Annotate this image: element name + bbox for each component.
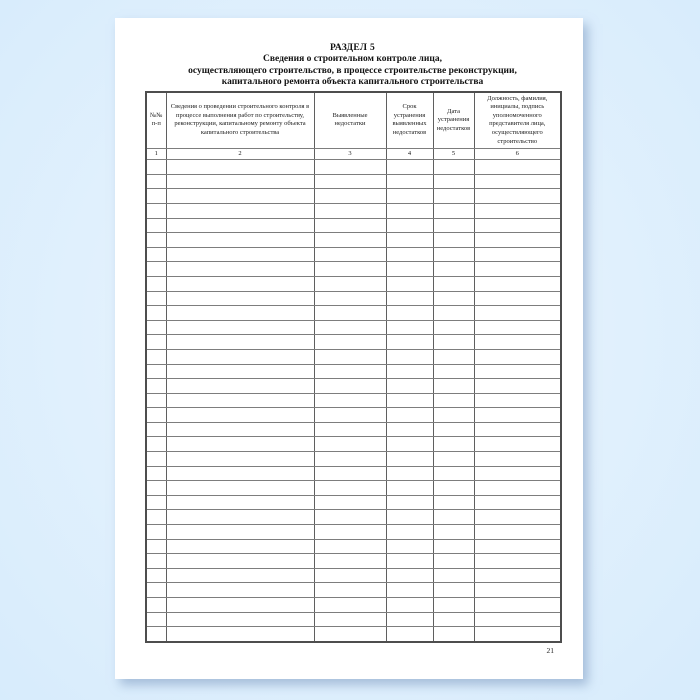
empty-cell	[433, 539, 474, 554]
empty-cell	[166, 612, 314, 627]
table-row	[146, 437, 561, 452]
empty-cell	[314, 320, 386, 335]
empty-cell	[433, 583, 474, 598]
empty-cell	[433, 174, 474, 189]
table-row	[146, 174, 561, 189]
empty-cell	[474, 422, 561, 437]
empty-cell	[166, 306, 314, 321]
empty-cell	[146, 306, 166, 321]
empty-cell	[314, 203, 386, 218]
empty-cell	[166, 262, 314, 277]
empty-cell	[433, 203, 474, 218]
header-cell-row-number: №№ п-п	[146, 92, 166, 149]
table-row	[146, 408, 561, 423]
empty-cell	[314, 510, 386, 525]
empty-cell	[166, 174, 314, 189]
empty-cell	[386, 510, 433, 525]
empty-cell	[146, 481, 166, 496]
empty-cell	[314, 495, 386, 510]
empty-cell	[314, 276, 386, 291]
empty-cell	[146, 262, 166, 277]
empty-cell	[146, 320, 166, 335]
empty-cell	[474, 349, 561, 364]
empty-cell	[146, 349, 166, 364]
empty-cell	[386, 320, 433, 335]
empty-cell	[386, 437, 433, 452]
empty-cell	[166, 437, 314, 452]
table-row	[146, 320, 561, 335]
empty-cell	[314, 247, 386, 262]
empty-cell	[314, 437, 386, 452]
empty-cell	[433, 247, 474, 262]
column-number-cell: 6	[474, 149, 561, 160]
empty-cell	[146, 598, 166, 613]
empty-cell	[166, 568, 314, 583]
empty-cell	[386, 218, 433, 233]
empty-cell	[386, 583, 433, 598]
table-row	[146, 510, 561, 525]
table-row	[146, 495, 561, 510]
empty-cell	[386, 247, 433, 262]
empty-cell	[166, 452, 314, 467]
empty-cell	[433, 525, 474, 540]
empty-cell	[433, 452, 474, 467]
empty-cell	[386, 525, 433, 540]
table-row	[146, 452, 561, 467]
empty-cell	[433, 510, 474, 525]
table-row	[146, 539, 561, 554]
empty-cell	[386, 612, 433, 627]
empty-cell	[433, 466, 474, 481]
empty-cell	[474, 189, 561, 204]
empty-cell	[433, 408, 474, 423]
empty-cell	[386, 189, 433, 204]
header-cell-defects: Выявленные недостатки	[314, 92, 386, 149]
empty-cell	[474, 437, 561, 452]
empty-cell	[433, 481, 474, 496]
empty-cell	[433, 218, 474, 233]
empty-cell	[314, 364, 386, 379]
empty-cell	[474, 335, 561, 350]
table-row	[146, 189, 561, 204]
table-row	[146, 525, 561, 540]
empty-cell	[474, 262, 561, 277]
subtitle-line-2: осуществляющего строительство, в процессе строительстве реконструкции,	[188, 65, 517, 76]
empty-cell	[386, 627, 433, 642]
empty-cell	[474, 525, 561, 540]
title-block	[145, 43, 560, 89]
empty-cell	[386, 408, 433, 423]
empty-cell	[146, 495, 166, 510]
empty-cell	[386, 495, 433, 510]
empty-cell	[146, 174, 166, 189]
table-row	[146, 218, 561, 233]
empty-cell	[433, 554, 474, 569]
empty-cell	[433, 612, 474, 627]
table-row	[146, 481, 561, 496]
empty-cell	[166, 160, 314, 175]
table-row	[146, 247, 561, 262]
table-row	[146, 349, 561, 364]
empty-cell	[146, 189, 166, 204]
empty-cell	[474, 583, 561, 598]
empty-cell	[314, 291, 386, 306]
empty-cell	[146, 554, 166, 569]
empty-cell	[166, 233, 314, 248]
empty-cell	[386, 568, 433, 583]
empty-cell	[146, 276, 166, 291]
table-row	[146, 466, 561, 481]
empty-cell	[474, 495, 561, 510]
empty-cell	[386, 291, 433, 306]
table-row	[146, 364, 561, 379]
empty-cell	[474, 539, 561, 554]
empty-cell	[386, 335, 433, 350]
empty-cell	[474, 598, 561, 613]
page-number: 21	[546, 645, 554, 655]
empty-cell	[166, 276, 314, 291]
empty-cell	[166, 583, 314, 598]
table-row	[146, 335, 561, 350]
empty-cell	[166, 203, 314, 218]
section-title: РАЗДЕЛ 5	[330, 43, 375, 53]
empty-cell	[474, 306, 561, 321]
empty-cell	[166, 627, 314, 642]
empty-cell	[314, 422, 386, 437]
table-row	[146, 379, 561, 394]
column-number-row	[146, 149, 561, 160]
empty-cell	[166, 364, 314, 379]
empty-cell	[474, 452, 561, 467]
empty-cell	[314, 306, 386, 321]
empty-cell	[166, 422, 314, 437]
column-number-cell: 4	[386, 149, 433, 160]
column-number-cell: 1	[146, 149, 166, 160]
empty-cell	[314, 408, 386, 423]
empty-cell	[474, 379, 561, 394]
empty-cell	[474, 291, 561, 306]
empty-cell	[433, 189, 474, 204]
empty-cell	[314, 174, 386, 189]
empty-cell	[474, 466, 561, 481]
empty-cell	[433, 379, 474, 394]
column-number-cell: 5	[433, 149, 474, 160]
empty-cell	[146, 233, 166, 248]
empty-cell	[474, 568, 561, 583]
empty-cell	[146, 203, 166, 218]
empty-cell	[386, 554, 433, 569]
empty-cell	[386, 203, 433, 218]
empty-cell	[433, 291, 474, 306]
empty-cell	[146, 247, 166, 262]
empty-cell	[433, 306, 474, 321]
empty-cell	[433, 627, 474, 642]
empty-cell	[386, 466, 433, 481]
empty-cell	[146, 452, 166, 467]
empty-cell	[166, 539, 314, 554]
empty-cell	[433, 568, 474, 583]
table-row	[146, 422, 561, 437]
empty-cell	[474, 481, 561, 496]
empty-cell	[474, 408, 561, 423]
empty-cell	[474, 320, 561, 335]
empty-cell	[386, 276, 433, 291]
empty-cell	[166, 291, 314, 306]
table-row	[146, 276, 561, 291]
empty-cell	[386, 349, 433, 364]
empty-cell	[474, 174, 561, 189]
table-row	[146, 291, 561, 306]
empty-cell	[166, 481, 314, 496]
empty-cell	[314, 568, 386, 583]
empty-cell	[166, 598, 314, 613]
empty-cell	[314, 262, 386, 277]
empty-cell	[474, 627, 561, 642]
empty-cell	[474, 612, 561, 627]
empty-cell	[386, 481, 433, 496]
empty-cell	[386, 262, 433, 277]
table-row	[146, 393, 561, 408]
empty-cell	[314, 379, 386, 394]
empty-cell	[314, 481, 386, 496]
empty-cell	[146, 437, 166, 452]
empty-cell	[433, 495, 474, 510]
empty-cell	[433, 320, 474, 335]
empty-cell	[146, 364, 166, 379]
empty-cell	[433, 437, 474, 452]
empty-cell	[314, 452, 386, 467]
table-header-row	[146, 92, 561, 149]
empty-cell	[474, 233, 561, 248]
empty-cell	[474, 160, 561, 175]
empty-cell	[433, 422, 474, 437]
table-row	[146, 612, 561, 627]
empty-cell	[433, 598, 474, 613]
empty-cell	[386, 422, 433, 437]
subtitle-line-1: Сведения о строительном контроле лица,	[263, 54, 442, 65]
empty-cell	[166, 335, 314, 350]
empty-cell	[386, 379, 433, 394]
empty-cell	[314, 160, 386, 175]
table-row	[146, 568, 561, 583]
empty-cell	[474, 276, 561, 291]
empty-cell	[314, 218, 386, 233]
empty-cell	[166, 554, 314, 569]
empty-cell	[166, 525, 314, 540]
empty-cell	[474, 510, 561, 525]
empty-cell	[314, 583, 386, 598]
subtitle-line-3: капитального ремонта объекта капитального строительства	[221, 77, 484, 88]
table-row	[146, 627, 561, 642]
empty-cell	[166, 466, 314, 481]
empty-cell	[166, 379, 314, 394]
empty-cell	[146, 583, 166, 598]
empty-cell	[146, 612, 166, 627]
column-number-cell: 2	[166, 149, 314, 160]
empty-cell	[146, 422, 166, 437]
empty-cell	[433, 335, 474, 350]
empty-cell	[146, 335, 166, 350]
header-cell-signature: Должность, фамилия, инициалы, подпись уполномоченного представителя лица, осуществляющего строительство	[474, 92, 561, 149]
empty-cell	[314, 466, 386, 481]
table-row	[146, 554, 561, 569]
header-cell-control-info: Сведения о проведении строительного контроля в процессе выполнения работ по строительству, реконструкции, капитальному ремонту объекта капитального строительства	[166, 92, 314, 149]
table-body	[146, 160, 561, 642]
empty-cell	[314, 554, 386, 569]
empty-cell	[166, 349, 314, 364]
empty-cell	[314, 349, 386, 364]
empty-cell	[166, 408, 314, 423]
empty-cell	[433, 233, 474, 248]
empty-cell	[474, 203, 561, 218]
table-row	[146, 583, 561, 598]
empty-cell	[314, 335, 386, 350]
empty-cell	[166, 495, 314, 510]
empty-cell	[146, 627, 166, 642]
table-row	[146, 262, 561, 277]
table-row	[146, 598, 561, 613]
empty-cell	[314, 539, 386, 554]
empty-cell	[146, 510, 166, 525]
empty-cell	[146, 291, 166, 306]
empty-cell	[386, 452, 433, 467]
empty-cell	[314, 612, 386, 627]
empty-cell	[146, 525, 166, 540]
empty-cell	[474, 364, 561, 379]
table-row	[146, 233, 561, 248]
empty-cell	[146, 408, 166, 423]
empty-cell	[314, 189, 386, 204]
empty-cell	[386, 598, 433, 613]
empty-cell	[146, 379, 166, 394]
empty-cell	[433, 364, 474, 379]
empty-cell	[433, 160, 474, 175]
empty-cell	[386, 539, 433, 554]
empty-cell	[433, 349, 474, 364]
document-page	[115, 18, 583, 679]
empty-cell	[433, 276, 474, 291]
header-cell-deadline: Срок устранения выявленных недостатков	[386, 92, 433, 149]
empty-cell	[166, 218, 314, 233]
table-row	[146, 306, 561, 321]
empty-cell	[146, 160, 166, 175]
empty-cell	[314, 393, 386, 408]
empty-cell	[166, 393, 314, 408]
empty-cell	[314, 627, 386, 642]
empty-cell	[474, 393, 561, 408]
table-row	[146, 160, 561, 175]
empty-cell	[166, 247, 314, 262]
empty-cell	[314, 525, 386, 540]
table-row	[146, 203, 561, 218]
empty-cell	[314, 233, 386, 248]
empty-cell	[474, 554, 561, 569]
empty-cell	[146, 568, 166, 583]
empty-cell	[433, 262, 474, 277]
empty-cell	[386, 233, 433, 248]
empty-cell	[386, 174, 433, 189]
empty-cell	[166, 510, 314, 525]
empty-cell	[386, 364, 433, 379]
empty-cell	[386, 160, 433, 175]
empty-cell	[166, 189, 314, 204]
empty-cell	[166, 320, 314, 335]
empty-cell	[386, 306, 433, 321]
empty-cell	[314, 598, 386, 613]
empty-cell	[146, 539, 166, 554]
column-number-cell: 3	[314, 149, 386, 160]
empty-cell	[386, 393, 433, 408]
empty-cell	[146, 393, 166, 408]
empty-cell	[146, 218, 166, 233]
header-cell-fix-date: Дата устранения недостатков	[433, 92, 474, 149]
construction-control-table	[145, 91, 562, 643]
empty-cell	[474, 247, 561, 262]
empty-cell	[433, 393, 474, 408]
empty-cell	[474, 218, 561, 233]
empty-cell	[146, 466, 166, 481]
